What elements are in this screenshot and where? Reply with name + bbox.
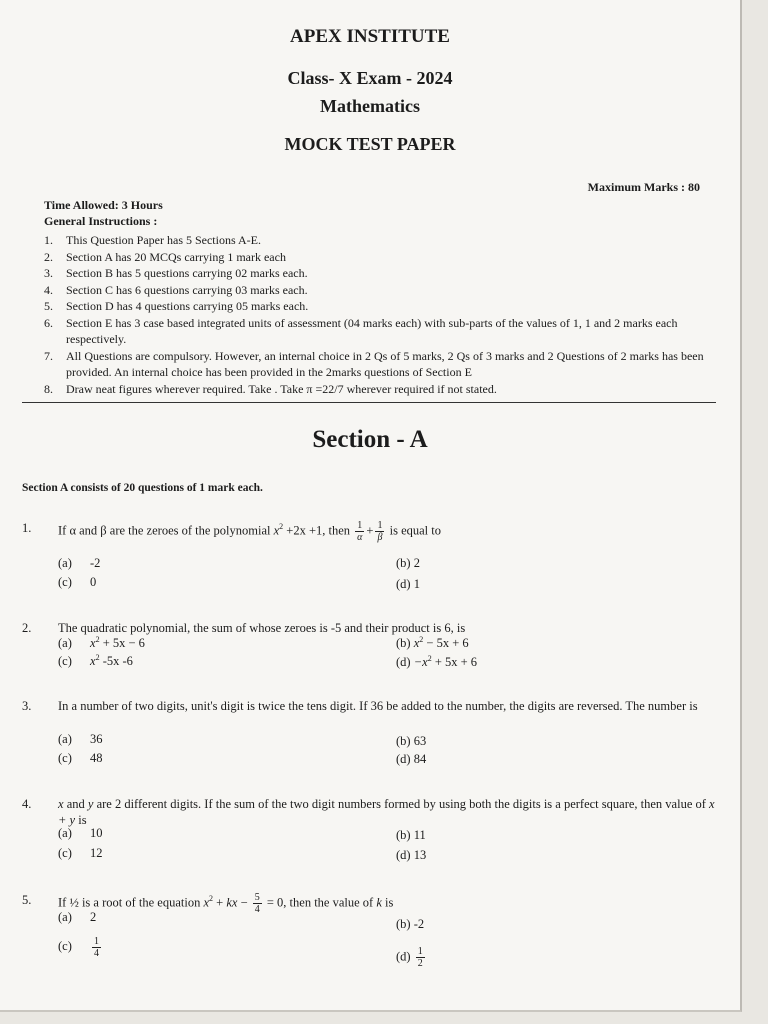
subject-title: Mathematics	[320, 96, 420, 116]
general-instructions-title: General Instructions :	[44, 214, 158, 228]
option-b: (b) 2	[396, 556, 420, 570]
option-d: $(d) -x^2 + 5x + 6$	[396, 653, 478, 669]
option-c: (c) 12	[58, 846, 103, 860]
section-description: Section A consists of 20 questions of 1 mark each.	[22, 482, 263, 494]
question-number: 2.	[22, 621, 32, 635]
section-title: Section - A	[312, 426, 428, 453]
option-a: (a) 10	[58, 826, 103, 840]
time-allowed: Time Allowed: 3 Hours	[44, 198, 163, 212]
instruction-item: 4. Section C has 6 questions carrying 03 marks each.	[44, 282, 308, 297]
question-text: If α and β are the zeroes of the polynomial $x^2 +2x +1$, then $\frac{1}{\alpha}$ + $\frac{1}{\beta}$ is equal to	[58, 520, 441, 543]
option-a: (a) -2	[58, 556, 101, 570]
question-text: x and y are 2 different digits. If the sum of the two digit numbers formed by using both the digits is a perfect square, then value of x + y is	[58, 797, 715, 827]
option-c: (c) $x^2$ -5x -6	[58, 652, 133, 668]
fraction: $\frac{1}{4}$	[94, 936, 99, 959]
option-d: (d) 84	[396, 752, 427, 766]
option-c: (c) $\frac{1}{4}$	[58, 936, 99, 959]
fraction: $\frac{1}{\alpha}$	[357, 520, 363, 543]
question-number: 5.	[22, 893, 32, 907]
instruction-item: 3. Section B has 5 questions carrying 02 marks each.	[44, 266, 308, 280]
option-b: (b) 63	[396, 734, 427, 748]
instruction-item: 8. Draw neat figures wherever required. Take . Take π =22/7 wherever required if not stated.	[44, 381, 497, 396]
instruction-item: 5. Section D has 4 questions carrying 05 marks each.	[44, 299, 309, 313]
option-a: (a) $x^2 + 5x - 6$	[58, 634, 145, 650]
option-a: (a) 2	[58, 910, 97, 924]
option-d: (d) 1	[396, 577, 420, 591]
option-b: (b) -2	[396, 917, 425, 931]
question-number: 3.	[22, 699, 32, 713]
option-b: (b) $x^2 - 5x + 6$	[396, 634, 469, 650]
question-number: 4.	[22, 797, 32, 811]
paper-title: MOCK TEST PAPER	[284, 134, 456, 154]
question-number: 1.	[22, 521, 32, 535]
instruction-item: 2. Section A has 20 MCQs carrying 1 mark each	[44, 249, 286, 264]
divider-line	[22, 402, 716, 403]
question-text: If ½ is a root of the equation $x^2$ + kx − $\frac{5}{4}$ = 0, then the value of k is	[58, 892, 394, 915]
question-text: The quadratic polynomial, the sum of whose zeroes is -5 and their product is 6, is	[58, 621, 466, 635]
institute-name: APEX INSTITUTE	[290, 26, 450, 47]
option-a: (a) 36	[58, 732, 103, 746]
option-c: (c) 0	[58, 575, 97, 589]
exam-title: Class- X Exam - 2024	[287, 68, 453, 88]
instructions-list	[44, 232, 720, 397]
option-d: (d) 13	[396, 848, 427, 862]
fraction: $\frac{1}{2}$	[417, 946, 423, 969]
maximum-marks: Maximum Marks : 80	[587, 180, 700, 194]
option-d: (d) $\frac{1}{2}$	[396, 946, 423, 969]
option-c: (c) 48	[58, 751, 103, 765]
fraction: $\frac{5}{4}$	[254, 892, 260, 915]
instruction-item: 1. This Question Paper has 5 Sections A-E.	[44, 233, 261, 247]
fraction: $\frac{1}{\beta}$	[377, 520, 383, 543]
instruction-item: 6. Section E has 3 case based integrated units of assessment (04 marks each) with sub-parts of the values of 1, 1 and 2 marks each respectively.	[44, 315, 678, 346]
question-text: In a number of two digits, unit's digit is twice the tens digit. If 36 be added to the number, the digits are reversed. The number is	[58, 699, 698, 713]
instruction-item: 7. All Questions are compulsory. However, an internal choice in 2 Qs of 5 marks, 2 Qs of 3 marks and 2 Questions of 2 marks has been provided. An internal choice has been provided in the 2marks questions of Section E	[44, 348, 704, 379]
option-b: (b) 11	[396, 828, 426, 842]
